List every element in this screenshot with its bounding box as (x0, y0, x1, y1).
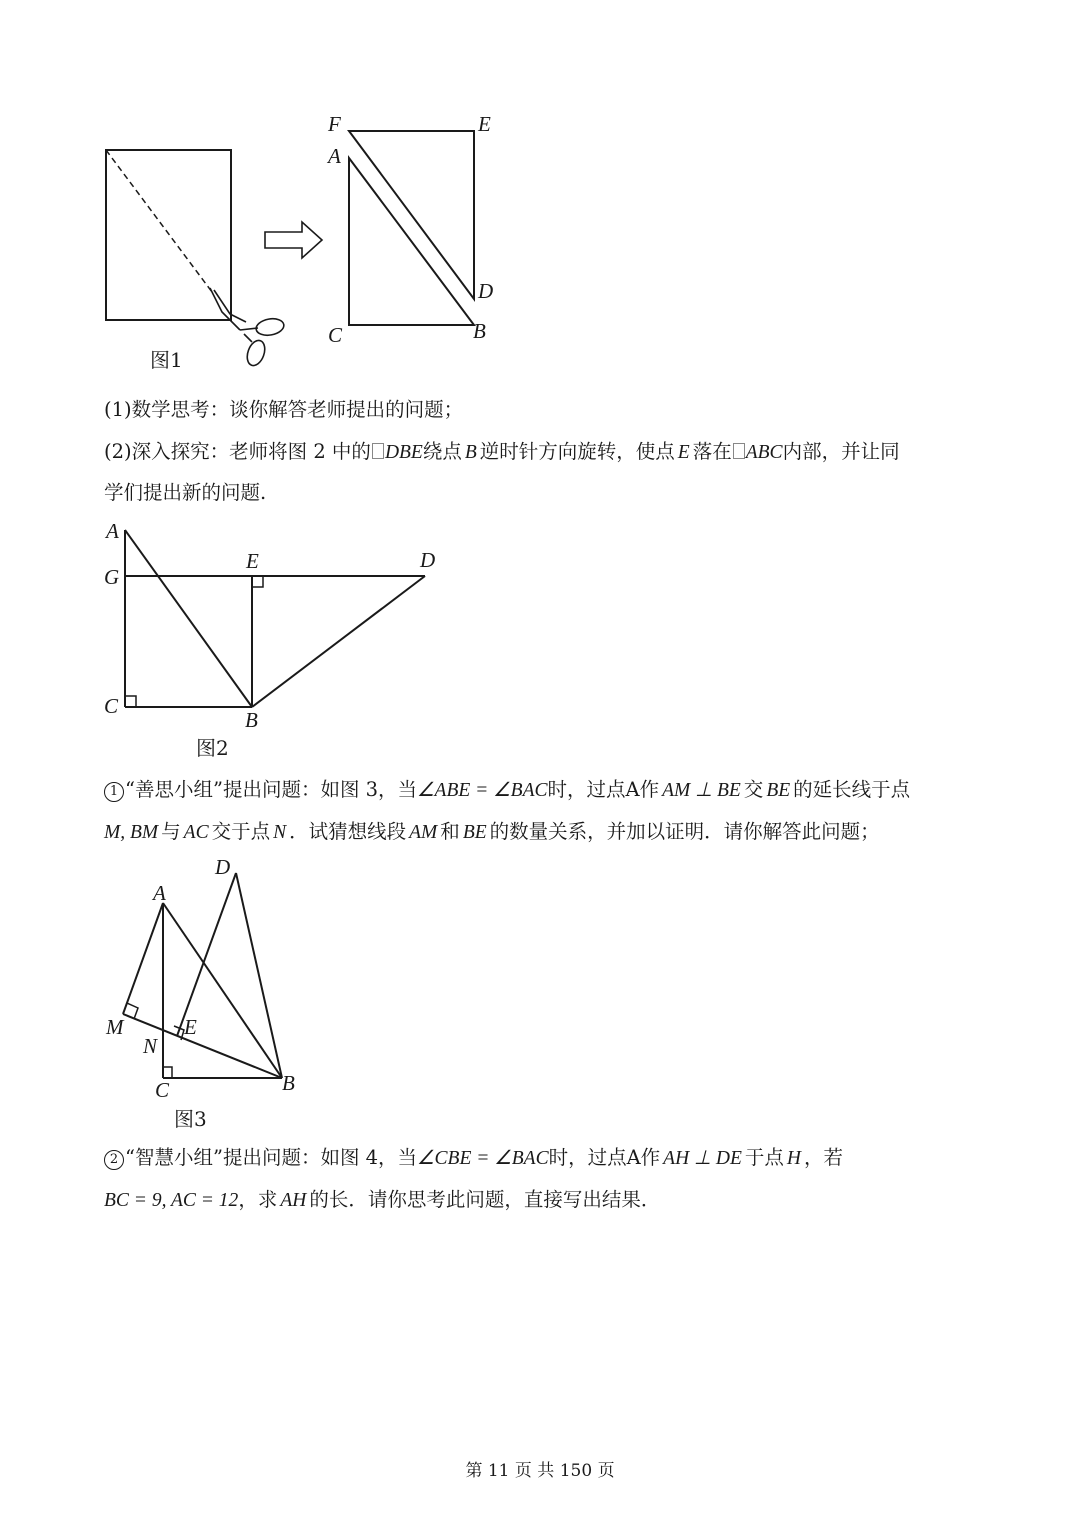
question-1: (1)数学思考：谈你解答老师提出的问题； (104, 398, 464, 421)
label-D: D (478, 279, 494, 303)
sub-question-1-line-2: M, BM 与 AC 交于点 N ．试猜想线段 AM 和 BE 的数量关系，并加以证明．请你解答此问题； (104, 820, 880, 843)
page-number: 11 (487, 1461, 510, 1481)
sub-question-2-line-1: 2 “智慧小组”提出问题：如图 4，当∠CBE = ∠BAC时，过点A作 AH ⊥ DE 于点 H ，若 (104, 1146, 843, 1171)
circled-number: 1 (104, 782, 124, 802)
sub-question-2-line-2: BC = 9, AC = 12，求 AH 的长．请你思考此问题，直接写出结果． (104, 1188, 661, 1211)
triangle-icon (733, 443, 745, 459)
scissors-icon (210, 288, 285, 368)
triangle-icon (372, 443, 384, 459)
label-N: N (143, 1034, 158, 1058)
label-C: C (104, 694, 119, 718)
label-D: D (420, 548, 436, 572)
page-footer: 第 11 页 共 150 页 (465, 1461, 615, 1481)
page-total: 150 (559, 1461, 593, 1481)
label-A: A (106, 519, 119, 543)
label-E: E (184, 1015, 197, 1039)
label-B: B (282, 1071, 295, 1095)
label-M: M (106, 1015, 124, 1039)
fig1-caption: 图1 (150, 348, 183, 372)
sub-question-1-line-1: 1 “善思小组”提出问题：如图 3，当∠ABE = ∠BAC时，过点A作 AM ⊥ BE 交 BE 的延长线于点 (104, 778, 910, 803)
circled-number: 2 (104, 1150, 124, 1170)
fig1-triangles (349, 131, 474, 325)
label-E: E (478, 112, 491, 136)
label-A: A (328, 144, 341, 168)
fig3-caption: 图3 (174, 1107, 207, 1131)
question-2-line-2: 学们提出新的问题. (104, 481, 267, 504)
label-B: B (245, 708, 258, 732)
arrow-right-icon (265, 222, 322, 258)
fig2-diagram (125, 530, 425, 707)
label-A: A (153, 881, 166, 905)
fig1-rectangle (106, 150, 231, 320)
label-F: F (328, 112, 341, 136)
label-C: C (155, 1078, 170, 1102)
label-B: B (473, 319, 486, 343)
label-E: E (246, 549, 259, 573)
label-D: D (215, 855, 231, 879)
label-C: C (328, 323, 343, 347)
fig2-caption: 图2 (196, 736, 229, 760)
label-G: G (104, 565, 120, 589)
question-2-line-1: (2)深入探究：老师将图 2 中的 DBE绕点 B 逆时针方向旋转，使点 E 落在 ABC内部，并让同 (104, 440, 900, 463)
